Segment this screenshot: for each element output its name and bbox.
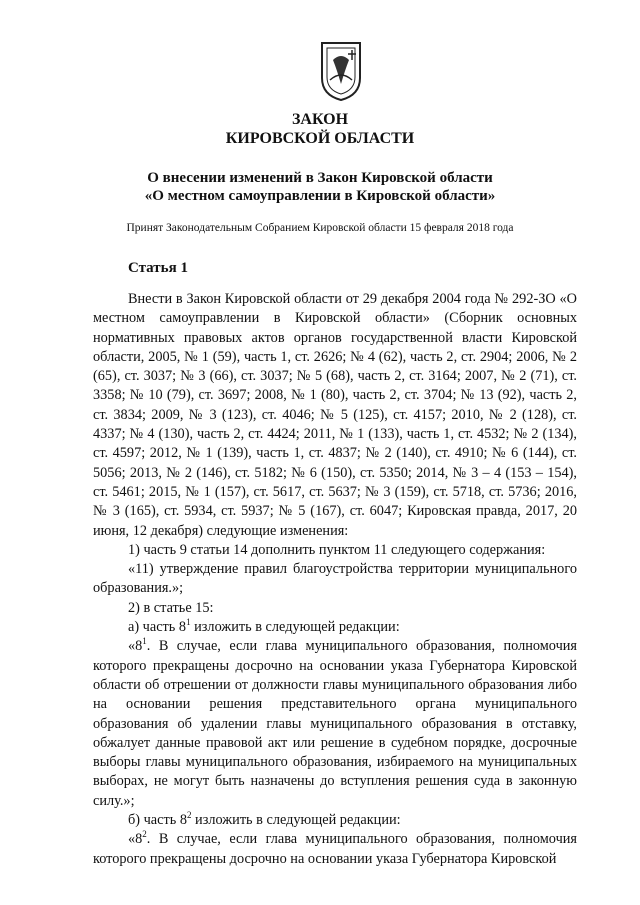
item-2a-text (93, 637, 577, 811)
item-2b (93, 811, 577, 830)
item-2b-text (93, 830, 577, 869)
item-2a-text-pre: «8 (128, 638, 143, 655)
item-2b-text-sup: 2 (142, 829, 147, 840)
item-2: 2) в статье 15: (128, 599, 214, 616)
kirov-oblast-coat-of-arms-icon (318, 40, 364, 102)
item-2a-text-sup: 1 (142, 636, 147, 647)
intro-paragraph: Внести в Закон Кировской области от 29 декабря 2004 года № 292-ЗО «О местном самоуправлении в Кировской области» (Сборник основных нормативных правовых актов органов государственной власти Кировской области, 2005, № 1 (59), часть 1, ст. 2626; № 4 (62), часть 2, ст. 2904; 2006, № 2 (65), ст. 3037; № 3 (66), ст. 3037; № 5 (68), часть 2, ст. 3164; 2007, № 2 (71), ст. 3358; № 10 (79), ст. 3697; 2008, № 1 (80), часть 2, ст. 3704; № 13 (92), часть 2, ст. 3834; 2009, № 3 (123), ст. 4046; № 5 (125), ст. 4157; 2010, № 2 (128), ст. 4337; № 4 (130), часть 2, ст. 4424; 2011, № 1 (133), часть 1, ст. 4532; № 2 (134), ст. 4597; 2012, № 1 (139), часть 1, ст. 4837; № 2 (140), ст. 4910; № 6 (144), ст. 5056; 2013, № 2 (146), ст. 5182; № 6 (150), ст. 5350; 2014, № 3 – 4 (153 – 154), ст. 5461; 2015, № 1 (157), ст. 5617, ст. 5637; № 3 (159), ст. 5718, ст. 5736; 2016, № 3 (165), ст. 5934, ст. 5937; № 5 (167), ст. 6047; Кировская правда, 2017, 20 июня, 12 декабря) следующие изменения: (93, 291, 577, 539)
item-1-text: «11) утверждение правил благоустройства территории муниципального образования.»; (93, 561, 577, 597)
item-1: 1) часть 9 статьи 14 дополнить пунктом 11 следующего содержания: (128, 541, 546, 558)
law-title-line2: КИРОВСКОЙ ОБЛАСТИ (225, 130, 415, 147)
adoption-note: Принят Законодательным Собранием Кировской области 15 февраля 2018 года (126, 222, 514, 234)
item-2b-text-post: . В случае, если глава муниципального образования, полномочия которого прекращены досрочно на основании указа Губернатора Кировской (93, 831, 577, 867)
law-title (0, 110, 640, 148)
article-heading: Статья 1 (128, 260, 188, 276)
item-2a-pre: а) часть 8 (128, 619, 187, 636)
law-subject (0, 169, 640, 205)
article-body (93, 290, 577, 869)
item-2a (93, 618, 577, 637)
law-subject-line1: О внесении изменений в Закон Кировской области (147, 170, 493, 186)
law-title-line1: ЗАКОН (291, 111, 349, 128)
item-2b-post: изложить в следующей редакции: (191, 812, 401, 829)
item-2b-pre: б) часть 8 (128, 812, 187, 829)
law-subject-line2: «О местном самоуправлении в Кировской области» (144, 188, 496, 204)
item-2a-text-post: . В случае, если глава муниципального образования, полномочия которого прекращены досрочно на основании указа Губернатора Кировской области об отрешении от должности главы муниципального образования либо на основании решения представительного органа муниципального образования об удалении главы муниципального образования в отставку, обжалует данные правовой акт или решение в судебном порядке, досрочные выборы главы муниципального образования, избираемого на муниципальных выборах, не могут быть назначены до вступления решения суда в законную силу.»; (93, 638, 577, 809)
item-2a-sup: 1 (186, 617, 191, 628)
item-2b-text-pre: «8 (128, 831, 143, 848)
item-2a-post: изложить в следующей редакции: (190, 619, 400, 636)
item-2b-sup: 2 (186, 810, 192, 821)
